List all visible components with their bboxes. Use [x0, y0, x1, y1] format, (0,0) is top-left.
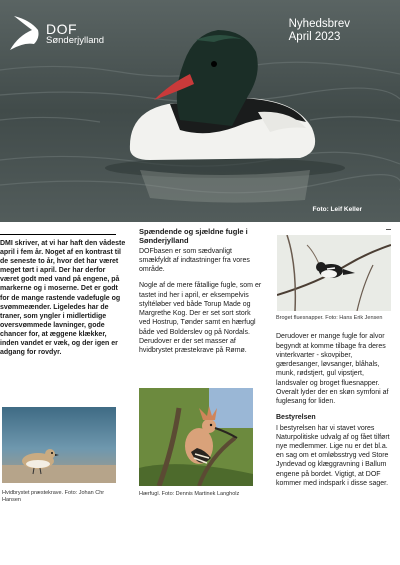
logo-subtitle: Sønderjylland [46, 35, 105, 47]
hoopoe-photo [139, 388, 253, 486]
newsletter-heading [289, 18, 350, 44]
migration-paragraph: Derudover er mange fugle for alvor begyndt at komme tilbage fra deres vinterkvarter - skovpiber, gærdesanger, løvsanger, blåhals, munk, rødstjert, gul vipstjert, landsvaler og broget fluesnapper. Overalt lyder der en skøn symfoni af fuglesang for liden. [276, 333, 389, 406]
hero-photo-credit: Foto: Leif Keller [312, 206, 362, 213]
column-rule [0, 234, 116, 235]
flycatcher-photo [277, 235, 391, 311]
column-intro [0, 234, 126, 364]
hero-photo [0, 0, 400, 222]
flycatcher-caption: Broget fluesnapper. Foto: Hans Erik Jensen [276, 315, 383, 321]
column-rare-birds [139, 227, 262, 362]
column-divider [386, 229, 391, 230]
logo-title: DOF [46, 20, 78, 37]
rare-birds-heading: Spændende og sjældne fugle i Sønderjylland [139, 227, 248, 246]
newsletter-date: April 2023 [288, 31, 341, 44]
bird-logo-icon [8, 14, 42, 54]
intro-paragraph: DMI skriver, at vi har haft den vådeste april i fem år. Noget af en kontrast til de seneste to år, hvor det har været meget tørt i april. Der har derfor været godt med vand på engene, på markerne og i moserne. Det er godt for de mange rastende vadefugle og svømmeænder. Ligeledes har de traner, som yngler i midlertidige oversvømmede lavninger, gode chancer for, at æggene klækker, inden vandet er væk, og der igen er adgang for rovdyr. [0, 240, 126, 357]
dof-logo[interactable] [8, 14, 104, 54]
column-news [276, 315, 396, 495]
plover-photo [2, 407, 116, 483]
newsletter-title: Nyhedsbrev [288, 18, 350, 30]
plover-caption: Hvidbrystet præstekrave. Foto: Johan Chr Hansen [2, 490, 105, 504]
board-heading: Bestyrelsen [276, 414, 316, 422]
rare-birds-intro: DOFbasen er som sædvanligt smækfyldt af indtastninger fra vores område. [139, 247, 250, 274]
rare-birds-paragraph: Nogle af de mere fåtallige fugle, som er tastet ind her i april, er eksempelvis styltéløber ved både Torup Made og Margrethe Kog. Der er set sort stork ved Hostrup, Tønder samt en hærfugl både ved Bolderslev og på Nordals. Derudover er der set masser af hvidbrystet præstekrave på Rømø. [139, 282, 262, 355]
hoopoe-caption: Hærfugl. Foto: Dennis Martinek Langholz [139, 491, 240, 497]
board-paragraph: I bestyrelsen har vi stavet vores Naturpolitiske udvalg af og fået tilført nye medlemmer. Lige nu er det bl.a. en sag om et omløbsstryg ved Store Jyndevad og klæggravning i Ballum engene på bordet. Vigtigt, at DOF kommer med indspark i disse sager. [276, 424, 390, 487]
